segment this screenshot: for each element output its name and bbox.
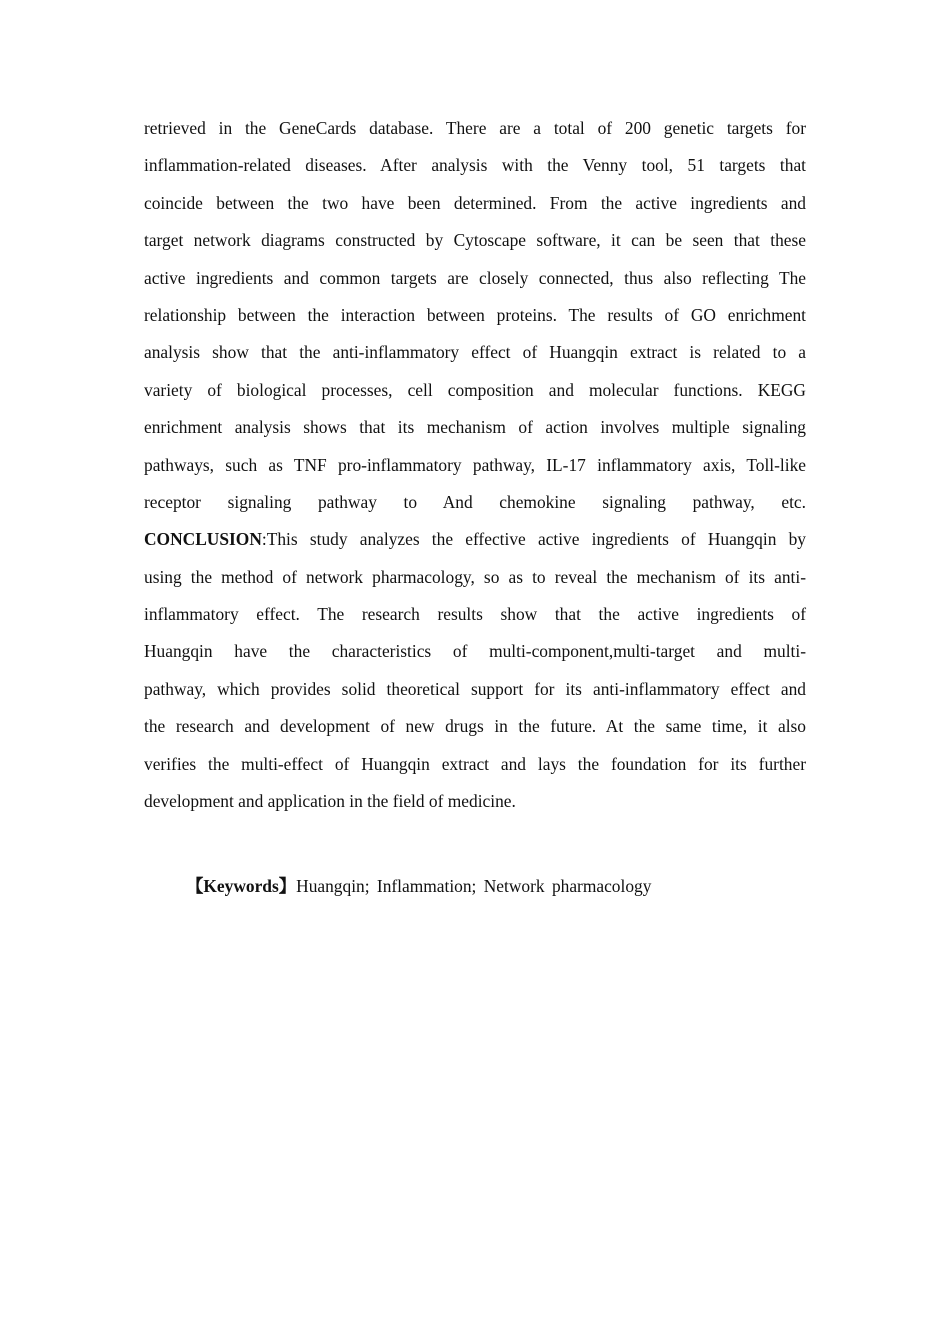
conclusion-line: development and application in the field of medicine. [144, 791, 516, 812]
conclusion-line: pathway, which provides solid theoretical support for its anti-inflammatory effect and [144, 678, 806, 699]
abstract-body [144, 110, 806, 820]
conclusion-line [144, 521, 806, 558]
conclusion-line: Huangqin have the characteristics of multi-component,multi-target and multi- [144, 641, 806, 662]
abstract-line: target network diagrams constructed by Cytoscape software, it can be seen that these [144, 230, 806, 251]
abstract-line: analysis show that the anti-inflammatory effect of Huangqin extract is related to a [144, 342, 806, 363]
conclusion-line: verifies the multi-effect of Huangqin extract and lays the foundation for its further [144, 753, 806, 774]
conclusion-line: using the method of network pharmacology, so as to reveal the mechanism of its anti- [144, 566, 806, 587]
abstract-line: pathways, such as TNF pro-inflammatory pathway, IL-17 inflammatory axis, Toll-like [144, 454, 806, 475]
conclusion-line: the research and development of new drugs in the future. At the same time, it also [144, 716, 806, 737]
conclusion-text: :This study analyzes the effective active ingredients of Huangqin by [261, 529, 806, 550]
abstract-line: enrichment analysis shows that its mechanism of action involves multiple signaling [144, 417, 806, 438]
keywords-label: 【Keywords】 [186, 876, 297, 896]
keywords-text: Huangqin; Inflammation; Network pharmacology [296, 876, 652, 896]
abstract-line: variety of biological processes, cell composition and molecular functions. KEGG [144, 379, 806, 400]
conclusion-line: inflammatory effect. The research results show that the active ingredients of [144, 604, 806, 625]
abstract-line: active ingredients and common targets are closely connected, thus also reflecting The [144, 267, 806, 288]
abstract-line: inflammation-related diseases. After analysis with the Venny tool, 51 targets that [144, 155, 806, 176]
keywords [186, 868, 651, 905]
conclusion-label: CONCLUSION [144, 529, 262, 550]
abstract-line: relationship between the interaction between proteins. The results of GO enrichment [144, 304, 806, 325]
abstract-line: coincide between the two have been determined. From the active ingredients and [144, 192, 806, 213]
abstract-line: retrieved in the GeneCards database. There are a total of 200 genetic targets for [144, 118, 806, 138]
abstract-line: receptor signaling pathway to And chemokine signaling pathway, etc. [144, 491, 806, 512]
